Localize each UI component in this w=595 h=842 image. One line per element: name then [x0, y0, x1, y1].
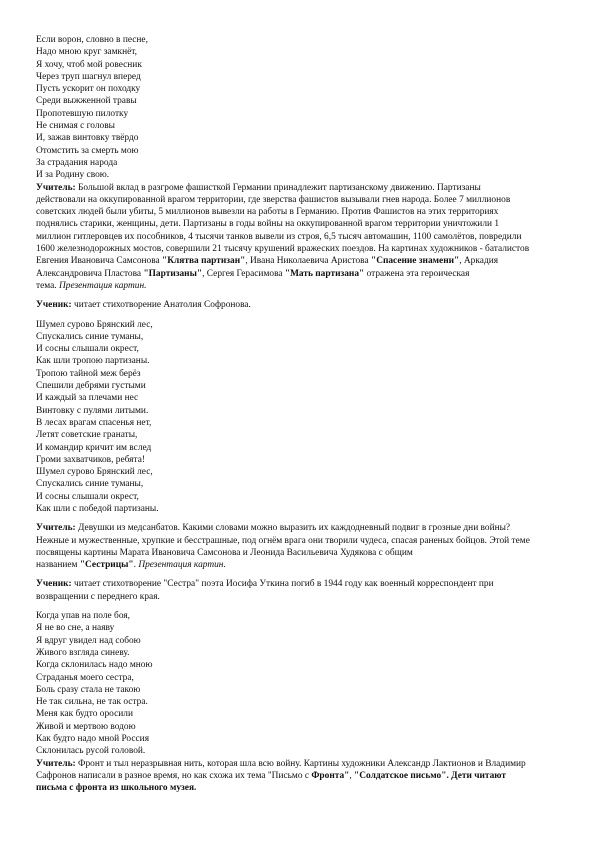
poem-line: И сосны слышали окрест,	[36, 491, 139, 502]
poem-line: И, зажав винтовку твёрдо	[36, 133, 139, 144]
poem-line: Я не во сне, а наяву	[36, 623, 115, 634]
poem-line: Шумел сурово Брянский лес,	[36, 467, 153, 478]
poem-line: Как шли тропою партизаны.	[36, 356, 150, 367]
poem-line: Я хочу, чтоб мой ровесник	[36, 59, 142, 70]
painting-title: "Партизаны"	[143, 268, 203, 279]
painting-title: "Сестрицы"	[79, 560, 134, 571]
poem-line: Как шли с победой партизаны.	[36, 503, 159, 514]
poem-line: В лесах врагам спасенья нет,	[36, 417, 152, 428]
poem-sister	[36, 610, 560, 758]
poem-line: И каждый за плечами нес	[36, 393, 139, 404]
poem-line: Спешили дебрями густыми	[36, 381, 146, 392]
painting-title: "Мать партизана"	[284, 268, 365, 279]
teacher-paragraph-letters: Учитель: Фронт и тыл неразрывная нить, которая шла всю войну. Картины художники Александр Лактионов и Владимир Сафронов написали в разное время, но как схожа их тема "Письмо с Фронта", "Солдатское письмо". Дети читают письма с фронта из школьного музея.	[36, 758, 526, 794]
poem-line: Надо мною круг замкнёт,	[36, 47, 137, 58]
poem-line: И за Родину свою.	[36, 170, 110, 181]
activity-note: письма с фронта из школьного музея.	[36, 783, 197, 794]
speaker-label: Учитель:	[36, 182, 76, 193]
teacher-paragraph-nurses: Учитель: Девушки из медсанбатов. Какими словами можно выразить их каждодневный подвиг в грозные дни войны? Нежные и мужественные, хрупкие и бесстрашные, под огнём врага они творили чудеса, спасая раненых бойцов. Этой теме посвящены картины Марата Ивановича Самсонова и Леонида Васильевича Худякова с общим названием "Сестрицы". Презентация картин.	[36, 523, 530, 571]
painting-title: Фронта"	[311, 770, 350, 781]
poem-line: Спускались синие туманы,	[36, 331, 144, 342]
document-body	[36, 34, 560, 795]
poem-line: Тропою тайной меж берёз	[36, 368, 141, 379]
poem-line: Через труп шагнул вперед	[36, 71, 141, 82]
speaker-label: Ученик:	[36, 300, 72, 311]
presentation-note: Презентация картин.	[58, 280, 147, 291]
poem-line: Склонилась русой головой.	[36, 746, 146, 757]
poem-raven	[36, 34, 560, 182]
poem-line: Шумел сурово Брянский лес,	[36, 319, 153, 330]
teacher-paragraph-partisans: Учитель: Большой вклад в разгроме фашисткой Германии принадлежит партизанскому движению. Партизаны действовали на оккупированной врагом территории, где зверства фашистов вызывали гнев народа. Более 7 миллионов советских людей были убиты, 5 миллионов вывезли на работы в Германию. Против Фашистов на этих территориях поднялись старики, женщины, дети. Партизаны в годы войны на оккупированной врагом территории уничтожили 1 миллион гитлеровцев их пособников, 4 тысячи танков вывели из строя, 6,5 тысяч автомашин, 1100 самолётов, повредили 1600 железнодорожных мостов, совершили 21 тысячу крушений вражеских поездов. На картинах художников - баталистов Евгения Ивановича Самсонова "Клятва партизан", Ивана Николаевича Аристова "Спасение знамени", Аркадия Александровича Пластова "Партизаны", Сергея Герасимова "Мать партизана" отражена эта героическая тема. Презентация картин.	[36, 182, 530, 291]
painting-title: "Спасение знамени"	[370, 256, 460, 267]
poem-line: Среди выжженной травы	[36, 96, 137, 107]
poem-line: Я вдруг увидел над собою	[36, 635, 141, 646]
poem-line: Не снимая с головы	[36, 121, 115, 132]
poem-line: Летят советские гранаты,	[36, 430, 138, 441]
poem-line: И сосны слышали окрест,	[36, 344, 139, 355]
poem-line: За страдания народа	[36, 157, 118, 168]
poem-line: Меня как будто оросили	[36, 709, 133, 720]
poem-line: Отомстить за смерть мою	[36, 145, 139, 156]
poem-line: Живого взгляда синеву.	[36, 647, 130, 658]
student-paragraph-utkin: Ученик: читает стихотворение "Сестра" поэта Иосифа Уткина погиб в 1944 году как военный корреспондент при возвращении с переднего края.	[36, 579, 494, 602]
presentation-note: Презентация картин.	[138, 560, 226, 571]
poem-line: Страданья моего сестра,	[36, 672, 134, 683]
poem-line: Когда упав на поле боя,	[36, 611, 130, 622]
speaker-label: Учитель:	[36, 523, 76, 534]
poem-line: Громи захватчиков, ребята!	[36, 454, 145, 465]
painting-title: "Клятва партизан"	[162, 256, 246, 267]
poem-line: Пусть ускорит он походку	[36, 84, 141, 95]
poem-line: Винтовку с пулями литыми.	[36, 405, 149, 416]
poem-bryansk-forest	[36, 319, 560, 516]
poem-line: Спускались синие туманы,	[36, 479, 144, 490]
student-paragraph-sofronov: Ученик: читает стихотворение Анатолия Софронова.	[36, 300, 251, 311]
poem-line: Боль сразу стала не такою	[36, 684, 141, 695]
poem-line: Если ворон, словно в песне,	[36, 35, 148, 45]
speaker-label: Учитель:	[36, 758, 76, 769]
poem-line: Когда склонилась надо мною	[36, 660, 153, 671]
poem-line: Пропотевшую пилотку	[36, 108, 129, 119]
speaker-label: Ученик:	[36, 579, 72, 590]
poem-line: Не так сильна, не так остра.	[36, 697, 148, 708]
poem-line: Как будто надо мной Россия	[36, 734, 150, 745]
poem-line: И командир кричит им вслед	[36, 442, 152, 453]
poem-line: Живой и мертвою водою	[36, 721, 136, 732]
painting-title: "Солдатское письмо". Дети читают	[354, 770, 506, 781]
